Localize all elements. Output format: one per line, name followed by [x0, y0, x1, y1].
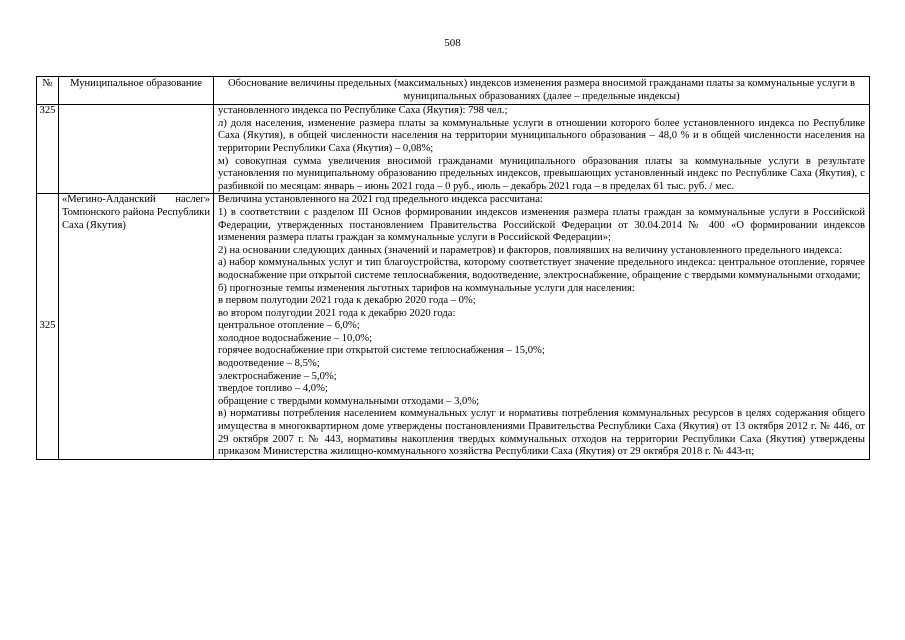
text-line: а) набор коммунальных услуг и тип благоустройства, которому соответствует значение предельного индекса: центральное отопление, горячее водоснабжение при открытой системе теплоснабжения, водоотведение, электроснабжение, обращение с твердыми коммунальными отходами; — [218, 257, 865, 281]
text-line: установленного индекса по Республике Саха (Якутия): 798 чел.; — [218, 105, 508, 117]
text-line: 2) на основании следующих данных (значений и параметров) и факторов, повлиявших на величину установленного предельного индекса: — [218, 244, 843, 256]
page-number: 508 — [444, 37, 461, 49]
text-line: в первом полугодии 2021 года к декабрю 2020 года – 0%; — [218, 295, 476, 307]
header-justification: Обоснование величины предельных (максимальных) индексов изменения размера вносимой гражданами платы за коммунальные услуги в муниципальных образованиях (далее – предельные индексы) — [214, 77, 870, 105]
row-number: 325 — [37, 105, 59, 194]
header-number: № — [37, 77, 59, 105]
text-line: твердое топливо – 4,0%; — [218, 383, 328, 395]
row-number: 325 — [37, 194, 59, 459]
text-line: Величина установленного на 2021 год предельного индекса рассчитана: — [218, 194, 543, 206]
text-line: л) доля населения, изменение размера платы за коммунальные услуги в отношении которого более установленного индекса по Республике Саха (Якутия), в общей численности населения на территории муниципального образования – 48,0 % и в общей численности населения на территории Республики Саха (Якутия) – 0,08%; — [218, 117, 865, 154]
text-line: б) прогнозные темпы изменения льготных тарифов на коммунальные услуги для населения: — [218, 282, 635, 294]
table-row — [37, 194, 870, 459]
text-line: холодное водоснабжение – 10,0%; — [218, 332, 373, 344]
row-justification — [214, 194, 870, 459]
text-line: в) нормативы потребления населением коммунальных услуг и нормативы потребления коммунальных ресурсов в целях содержания общего имущества в многоквартирном доме утверждены постановлениями Правительства Республики Саха (Якутия) от 13 октября 2012 г. № 446, от 29 октября 2007 г. № 443, нормативы накопления твердых коммунальных отходов на территории Республики Саха (Якутия) утверждены приказом Министерства жилищно-коммунального хозяйства Республики Саха (Якутия) от 29 октября 2018 г. № 443-п; — [218, 408, 865, 458]
text-line: горячее водоснабжение при открытой системе теплоснабжения – 15,0%; — [218, 345, 545, 357]
text-line: центральное отопление – 6,0%; — [218, 320, 360, 332]
table-row — [37, 105, 870, 194]
header-municipality: Муниципальное образование — [59, 77, 214, 105]
text-line: водоотведение – 8,5%; — [218, 358, 320, 370]
table-header-row — [37, 77, 870, 105]
indices-table — [36, 76, 870, 460]
text-line: обращение с твердыми коммунальными отходами – 3,0%; — [218, 395, 480, 407]
row-municipality: «Мегино-Алданский наслег» Томпонского района Республики Саха (Якутия) — [59, 194, 214, 459]
text-line: во втором полугодии 2021 года к декабрю 2020 года: — [218, 307, 456, 319]
text-line: м) совокупная сумма увеличения вносимой гражданами муниципального образования платы за коммунальные услуги в результате установления по муниципальному образованию предельных индексов, превышающих установленный индекс по Республике Саха (Якутия), с разбивкой по месяцам: январь – июнь 2021 года – 0 руб., июль – декабрь 2021 года – в пределах 61 тыс. руб. / мес. — [218, 155, 865, 192]
text-line: электроснабжение – 5,0%; — [218, 370, 337, 382]
text-line: 1) в соответствии с разделом III Основ формировании индексов изменения размера платы граждан за коммунальные услуги в Российской Федерации, утвержденных постановлением Правительства Российской Федерации от 30.04.2014 № 400 «О формировании индексов изменения размера платы граждан за коммунальные услуги в Российской Федерации»; — [218, 206, 865, 244]
row-justification — [214, 105, 870, 194]
row-municipality — [59, 105, 214, 194]
